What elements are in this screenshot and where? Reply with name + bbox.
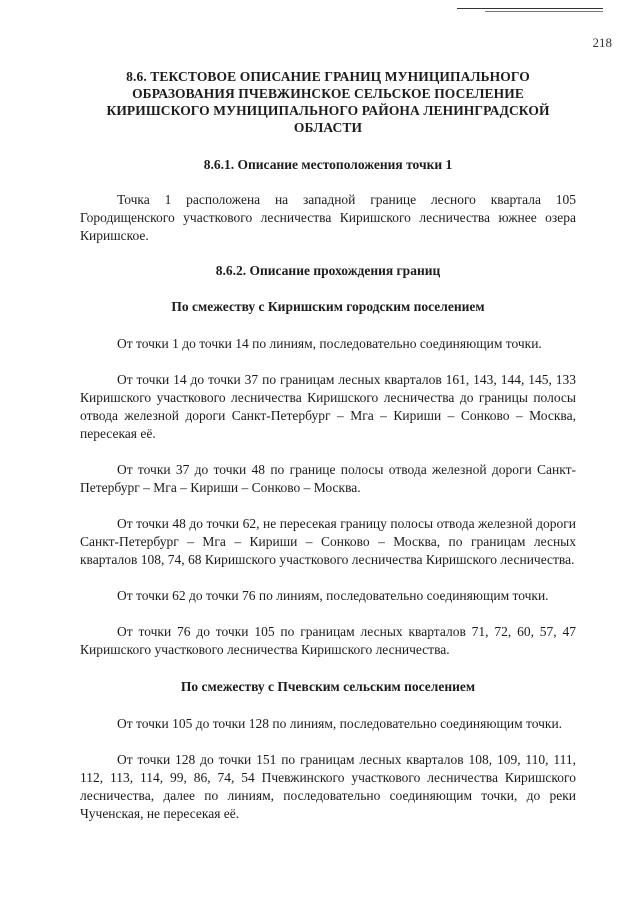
document-title: 8.6. ТЕКСТОВОЕ ОПИСАНИЕ ГРАНИЦ МУНИЦИПАЛЬНОГО ОБРАЗОВАНИЯ ПЧЕВЖИНСКОЕ СЕЛЬСКОЕ ПОСЕЛЕНИЕ КИРИШСКОГО МУНИЦИПАЛЬНОГО РАЙОНА ЛЕНИНГРАДСКОЙ ОБЛАСТИ	[106, 69, 550, 135]
document-body	[80, 68, 576, 823]
paragraph: От точки 1 до точки 14 по линиям, последовательно соединяющим точки.	[117, 336, 542, 351]
paragraph: От точки 105 до точки 128 по линиям, последовательно соединяющим точки.	[117, 716, 563, 731]
paragraph: От точки 76 до точки 105 по границам лесных кварталов 71, 72, 60, 57, 47 Киришского участкового лесничества Киришского лесничества.	[80, 624, 576, 657]
paragraph: От точки 14 до точки 37 по границам лесных кварталов 161, 143, 144, 145, 133 Киришского участкового лесничества Киришского лесничества до границы полосы отвода железной дороги Санкт-Петербург – Мга – Кириши – Сонково – Москва, пересекая её.	[80, 372, 576, 441]
paragraph: От точки 62 до точки 76 по линиям, последовательно соединяющим точки.	[117, 588, 549, 603]
subsection-heading: По смежеству с Киришским городским поселением	[171, 299, 485, 314]
page-number: 218	[592, 35, 612, 50]
paragraph: От точки 37 до точки 48 по границе полосы отвода железной дороги Санкт-Петербург – Мга – Кириши – Сонково – Москва.	[80, 462, 576, 495]
paragraph: Точка 1 расположена на западной границе лесного квартала 105 Городищенского участкового лесничества Киришского лесничества южнее озера Киришское.	[80, 192, 576, 243]
scan-edge-line	[457, 8, 603, 9]
section-heading: 8.6.1. Описание местоположения точки 1	[203, 157, 453, 172]
paragraph: От точки 48 до точки 62, не пересекая границу полосы отвода железной дороги Санкт-Петербург – Мга – Кириши – Сонково – Москва, по границам лесных кварталов 108, 74, 68 Киришского участкового лесничества Киришского лесничества.	[80, 516, 576, 567]
section-heading: 8.6.2. Описание прохождения границ	[215, 263, 441, 278]
paragraph: От точки 128 до точки 151 по границам лесных кварталов 108, 109, 110, 111, 112, 113, 114, 99, 86, 74, 54 Пчевжинского участкового лесничества Киришского лесничества, далее по линиям, последовательно соединяющим точки, до реки Чученская, не пересекая её.	[80, 752, 576, 821]
subsection-heading: По смежеству с Пчевским сельским поселением	[180, 679, 476, 694]
scan-edge-line	[485, 11, 603, 12]
